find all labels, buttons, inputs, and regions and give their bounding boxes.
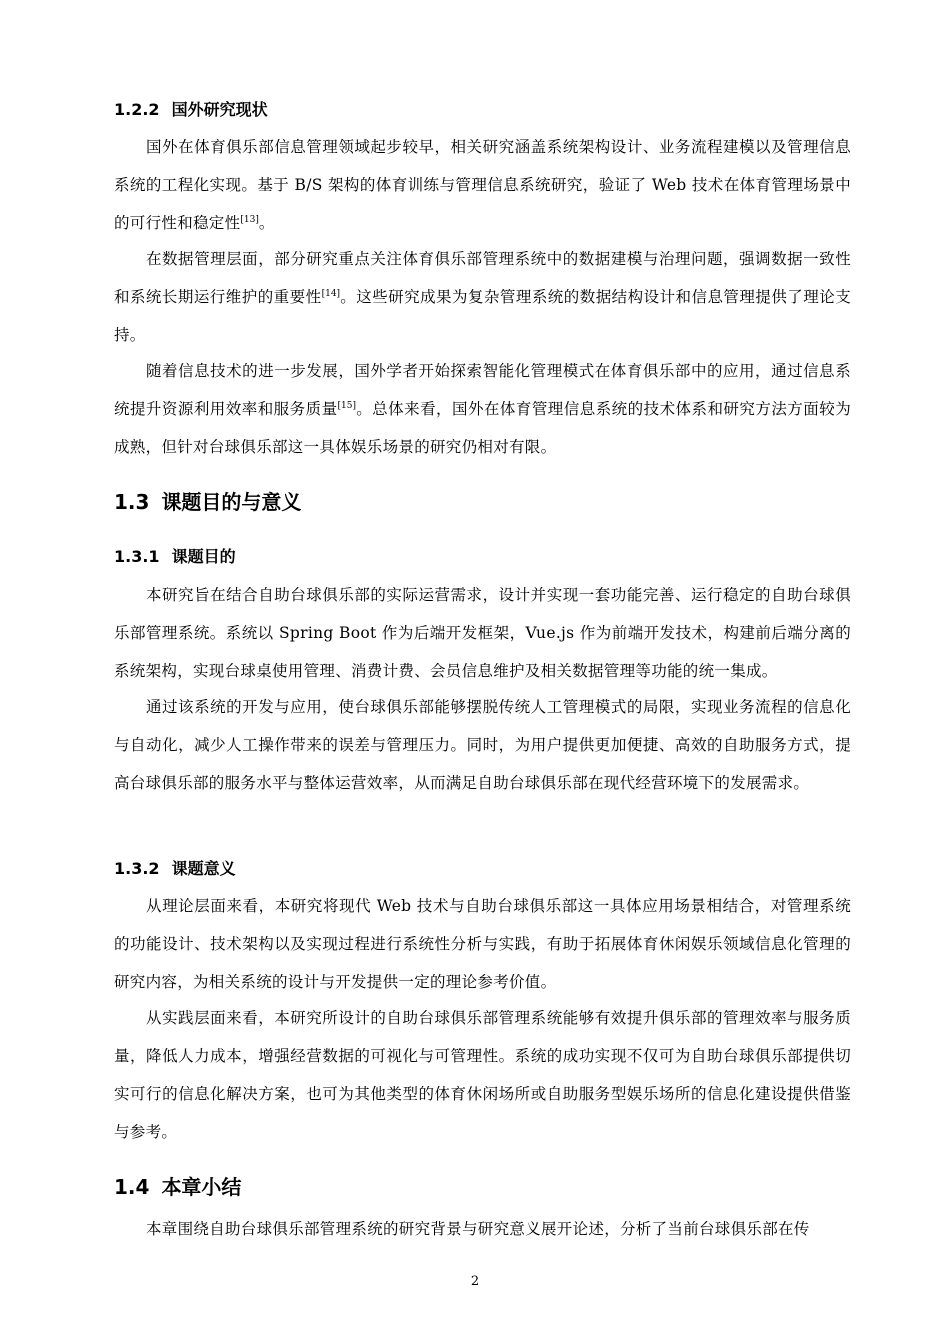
section-title: 课题目的 [171,547,236,566]
citation-ref: [14] [321,288,341,299]
section-heading-1-3-2 [114,858,851,880]
paragraph: 从理论层面来看，本研究将现代 Web 技术与自助台球俱乐部这一具体应用场景相结合，对管理系统的功能设计、技术架构以及实现过程进行系统性分析与实践，有助于拓展体育休闲娱乐领域信息化管理的研究内容，为相关系统的设计与开发提供一定的理论参考价值。 [114,897,851,991]
citation-ref: [13] [240,214,259,225]
paragraph: 随着信息技术的进一步发展，国外学者开始探索智能化管理模式在体育俱乐部中的应用，通过信息系统提升资源利用效率和服务质量[15]。总体来看，国外在体育管理信息系统的技术体系和研究方法方面较为成熟，但针对台球俱乐部这一具体娱乐场景的研究仍相对有限。 [114,362,852,456]
section-body-1-3-1-p2 [114,688,851,802]
section-heading-1-3 [114,488,851,516]
section-body-1-4 [114,1210,851,1248]
paragraph: 国外在体育俱乐部信息管理领域起步较早，相关研究涵盖系统架构设计、业务流程建模以及管理信息系统的工程化实现。基于 B/S 架构的体育训练与管理信息系统研究，验证了 Web 技术在体育管理场景中的可行性和稳定性[13]。 [114,138,851,232]
section-number: 1.3.1 [114,547,160,566]
section-heading-1-3-1 [114,546,851,568]
section-body-1-2-2 [114,128,851,242]
paragraph: 本研究旨在结合自助台球俱乐部的实际运营需求，设计并实现一套功能完善、运行稳定的自助台球俱乐部管理系统。系统以 Spring Boot 作为后端开发框架，Vue.js 作为前端开发技术，构建前后端分离的系统架构，实现台球桌使用管理、消费计费、会员信息维护及相关数据管理等功能的统一集成。 [114,586,851,680]
section-title: 课题目的与意义 [161,490,302,514]
section-heading-1-2-2 [114,99,851,121]
section-title: 课题意义 [171,859,236,878]
section-body-1-3-2 [114,887,851,1001]
section-number: 1.4 [114,1175,150,1199]
section-body-1-2-2-p3 [114,352,851,466]
section-heading-1-4 [114,1173,851,1201]
section-body-1-3-1 [114,576,851,690]
section-number: 1.3.2 [114,859,160,878]
section-body-1-2-2-p2 [114,240,851,354]
section-number: 1.2.2 [114,100,160,119]
section-number: 1.3 [114,490,150,514]
paragraph: 在数据管理层面，部分研究重点关注体育俱乐部管理系统中的数据建模与治理问题，强调数据一致性和系统长期运行维护的重要性[14]。这些研究成果为复杂管理系统的数据结构设计和信息管理提供了理论支持。 [114,250,851,344]
paragraph: 本章围绕自助台球俱乐部管理系统的研究背景与研究意义展开论述，分析了当前台球俱乐部在传 [146,1220,810,1238]
citation-ref: [15] [337,400,357,411]
section-title: 国外研究现状 [171,100,268,119]
paragraph: 从实践层面来看，本研究所设计的自助台球俱乐部管理系统能够有效提升俱乐部的管理效率与服务质量，降低人力成本，增强经营数据的可视化与可管理性。系统的成功实现不仅可为自助台球俱乐部提供切实可行的信息化解决方案，也可为其他类型的体育休闲场所或自助服务型娱乐场所的信息化建设提供借鉴与参考。 [114,1009,851,1141]
page-number: 2 [470,1274,480,1289]
paragraph: 通过该系统的开发与应用，使台球俱乐部能够摆脱传统人工管理模式的局限，实现业务流程的信息化与自动化，减少人工操作带来的误差与管理压力。同时，为用户提供更加便捷、高效的自助服务方式，提高台球俱乐部的服务水平与整体运营效率，从而满足自助台球俱乐部在现代经营环境下的发展需求。 [114,698,851,792]
section-body-1-3-2-p2 [114,999,851,1151]
section-title: 本章小结 [161,1175,242,1199]
